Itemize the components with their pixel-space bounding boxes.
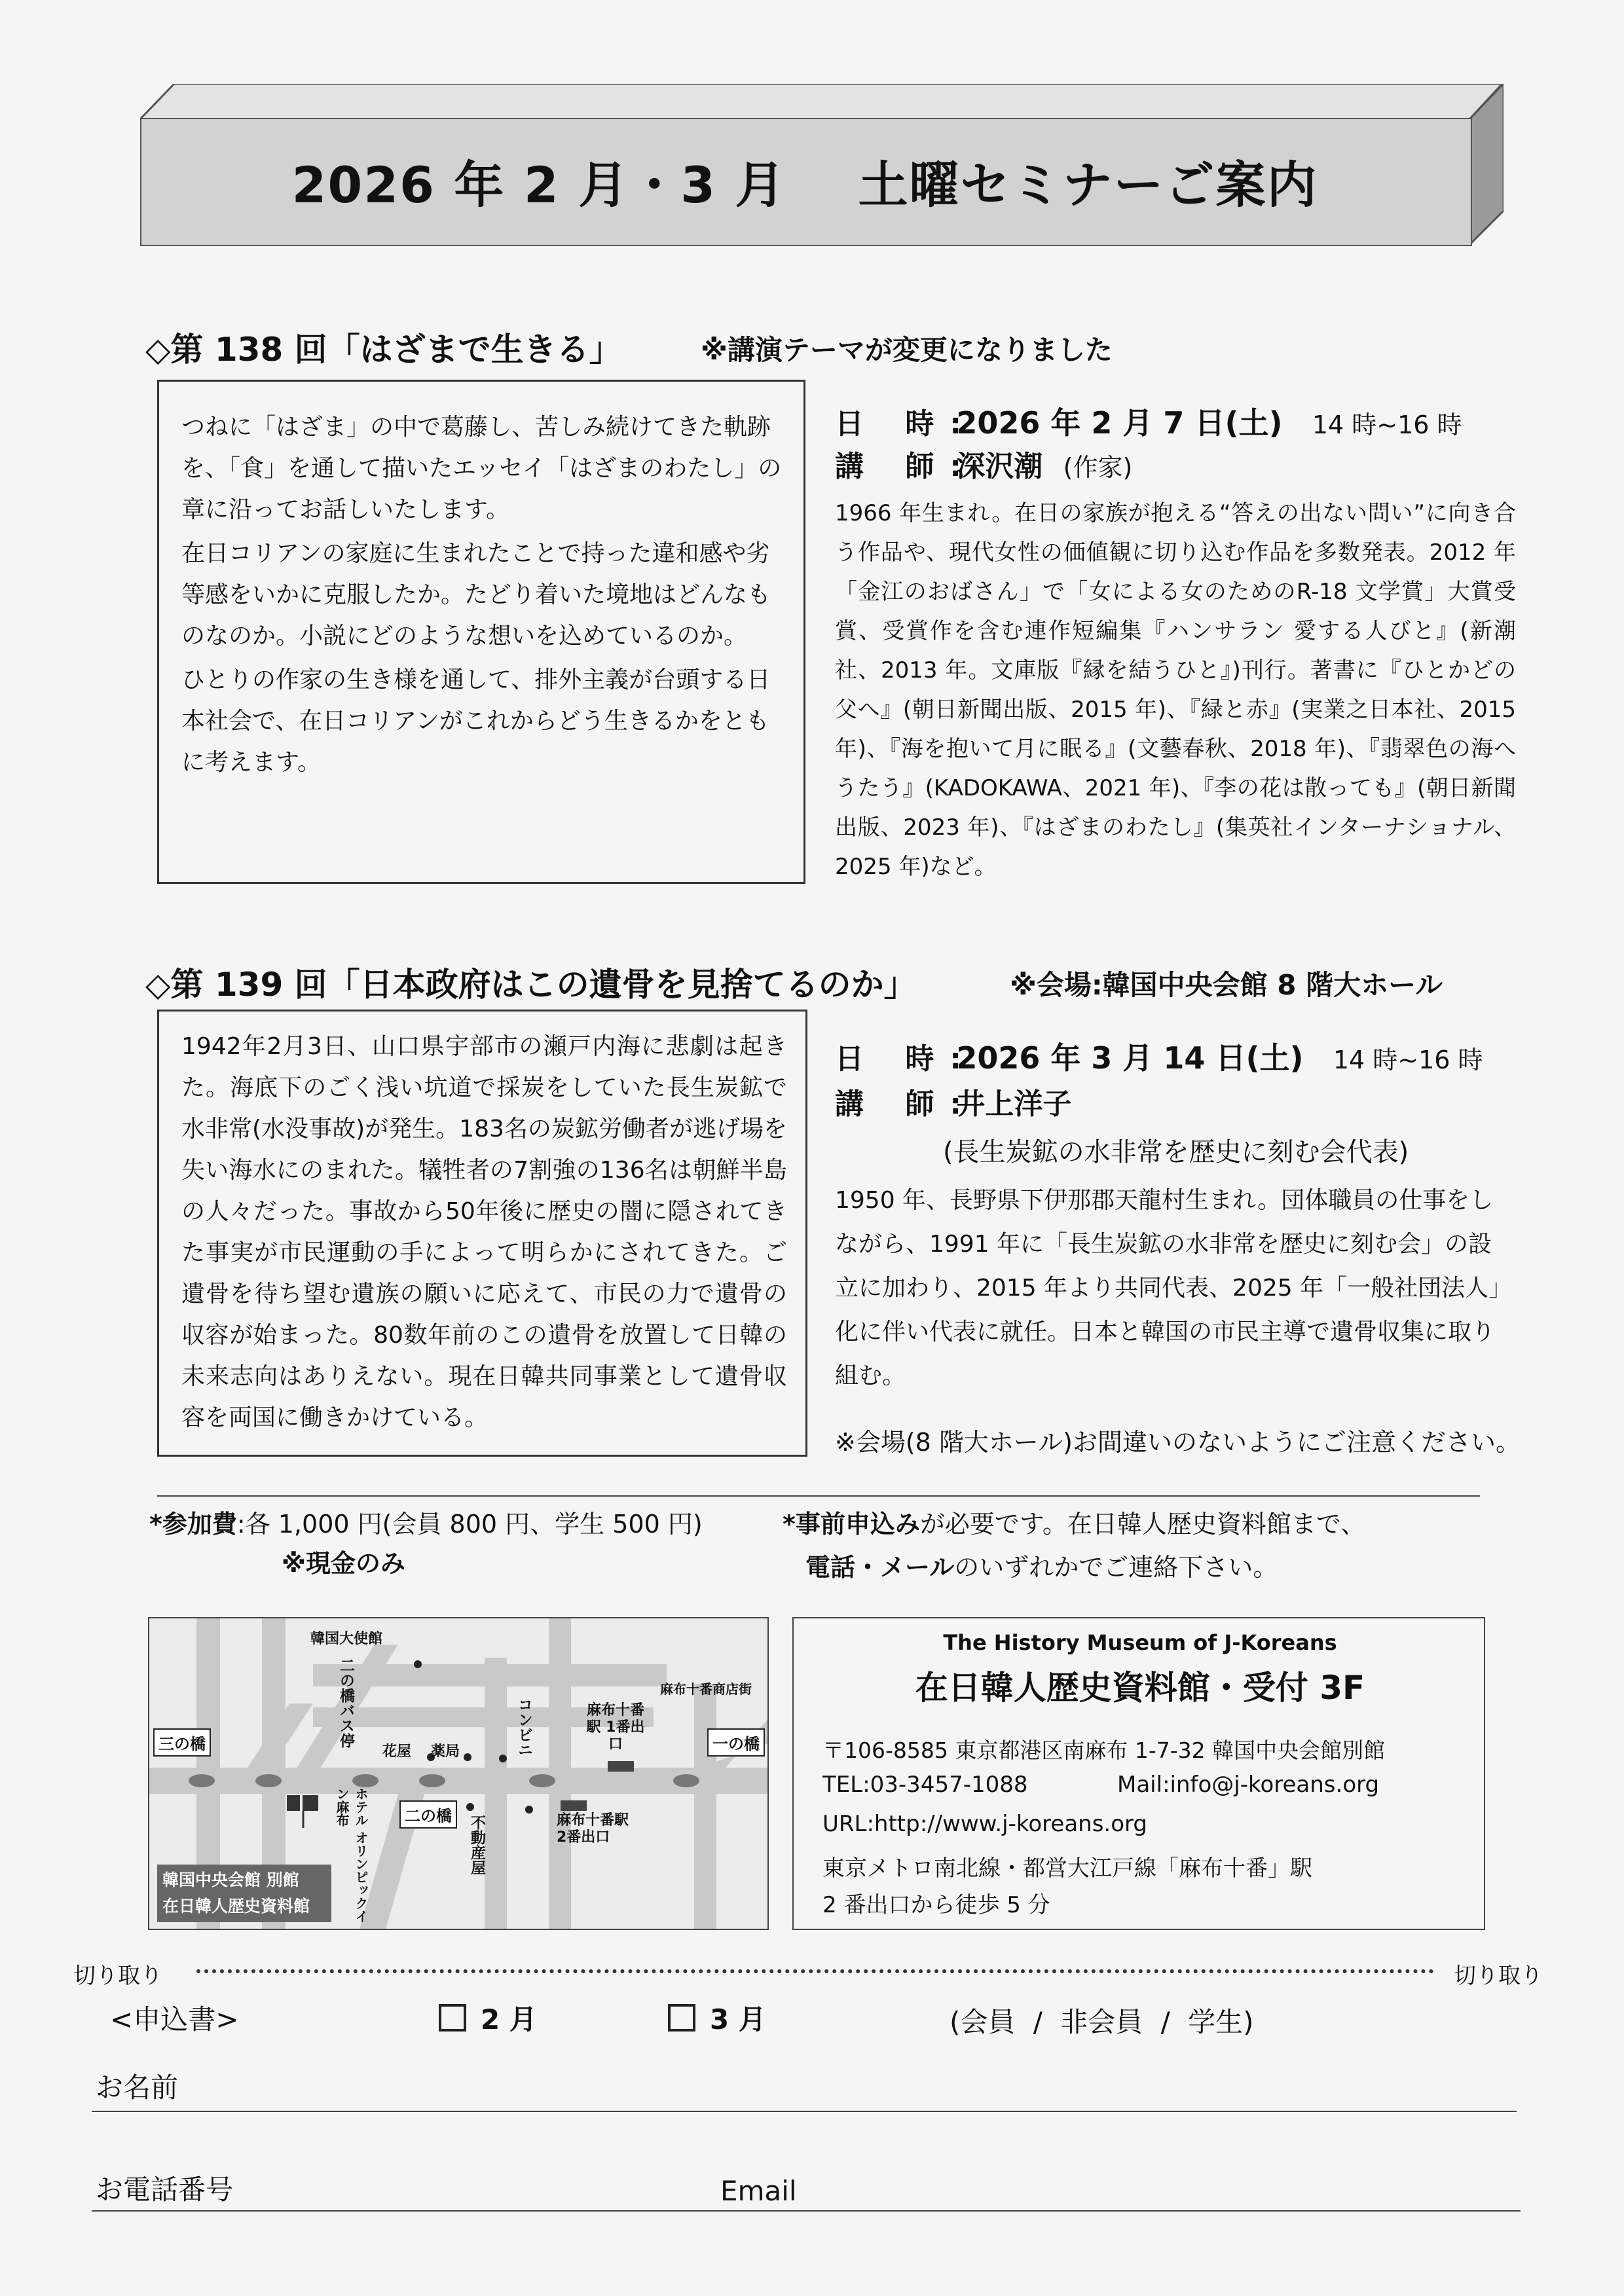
- map-ninohashi: 二の橋: [399, 1800, 457, 1829]
- map-building-name: 韓国中央会館 別館: [162, 1870, 299, 1889]
- seminar2-note: ※会場:韓国中央会館 8 階大ホール: [1010, 969, 1443, 1001]
- map-flower-shop: 花屋: [382, 1743, 412, 1760]
- seminar2-heading: ◇第 139 回「日本政府はこの遺骨を見捨てるのか」: [145, 966, 917, 1004]
- seminar1-desc-paragraph: つねに「はざま」の中で葛藤し、苦しみ続けてきた軌跡を、「食」を通して描いたエッセイ「はざまのわたし」の章に沿ってお話しいたします。: [181, 414, 782, 523]
- museum-name-jp: 在日韓人歴史資料館・受付 3F: [915, 1669, 1365, 1707]
- map-convenience: コンビニ: [515, 1697, 532, 1757]
- fee-label: *参加費: [149, 1510, 237, 1539]
- map-pharmacy: 薬局: [431, 1743, 460, 1760]
- cut-label-right: 切り取り: [1454, 1963, 1543, 1989]
- registration-label: *事前申込み: [783, 1510, 920, 1539]
- museum-url[interactable]: URL:http://www.j-koreans.org: [822, 1811, 1147, 1837]
- museum-access-line2: 2 番出口から徒歩 5 分: [822, 1892, 1050, 1918]
- museum-name-en: The History Museum of J-Koreans: [943, 1630, 1337, 1655]
- divider: [157, 1495, 1480, 1497]
- map-ichinohashi: 一の橋: [707, 1728, 765, 1757]
- phone-label: お電話番号: [96, 2174, 234, 2206]
- phone-email-field[interactable]: [92, 2210, 1521, 2212]
- seminar2-date: 2026 年 3 月 14 日(土): [956, 1040, 1304, 1076]
- lecturer-label: 講 師:: [835, 1087, 977, 1121]
- seminar1-date: 2026 年 2 月 7 日(土): [956, 405, 1283, 441]
- museum-tel[interactable]: TEL:03-3457-1088: [822, 1772, 1028, 1798]
- seminar1-desc-paragraph: ひとりの作家の生き様を通して、排外主義が台頭する日本社会で、在日コリアンがこれからどう生きるかをともに考えます。: [181, 666, 771, 776]
- lecturer-label: 講 師:: [835, 450, 977, 483]
- name-label: お名前: [96, 2071, 179, 2104]
- month-mar-label: 3 月: [710, 2003, 766, 2035]
- seminar1-lecturer: 深沢潮: [956, 450, 1043, 483]
- contact-row: [805, 1549, 1278, 1586]
- access-map: [148, 1617, 769, 1930]
- seminar2-time: 14 時~16 時: [1333, 1046, 1483, 1074]
- date-label: 日 時:: [835, 1042, 977, 1076]
- fee-value: :各 1,000 円(会員 800 円、学生 500 円): [236, 1510, 703, 1539]
- email-label: Email: [720, 2175, 797, 2207]
- month-feb-label: 2 月: [481, 2003, 537, 2035]
- map-exit2: 麻布十番駅 2番出口: [557, 1812, 629, 1846]
- month-option-feb[interactable]: [439, 1998, 537, 2037]
- banner-side-face: [1469, 84, 1504, 245]
- map-real-estate: 不動産屋: [468, 1815, 485, 1875]
- registration-row: [783, 1506, 1365, 1542]
- cut-label-left: 切り取り: [73, 1963, 162, 1989]
- page-title: [140, 118, 1469, 244]
- seminar1-time: 14 時~16 時: [1312, 410, 1462, 439]
- map-museum-name: 在日韓人歴史資料館: [162, 1897, 310, 1916]
- seminar1-date-row: [835, 399, 1462, 443]
- name-field[interactable]: [92, 2111, 1517, 2112]
- seminar2-lecturer-role: (長生炭鉱の水非常を歴史に刻む会代表): [943, 1137, 1409, 1167]
- museum-address: 〒106-8585 東京都港区南麻布 1-7-32 韓国中央会館別館: [822, 1738, 1386, 1763]
- museum-info-box: [792, 1617, 1485, 1930]
- cash-only-row: [282, 1545, 405, 1582]
- fee-row: [149, 1506, 703, 1542]
- map-hotel: ホテル オリンピックイン麻布: [334, 1787, 369, 1923]
- map-embassy: 韓国大使館: [310, 1631, 383, 1647]
- seminar1-note: ※講演テーマが変更になりました: [701, 334, 1113, 366]
- museum-mail[interactable]: Mail:info@j-koreans.org: [1117, 1772, 1380, 1798]
- seminar1-desc-paragraph: 在日コリアンの家庭に生まれたことで持った違和感や劣等感をいかに克服したか。たどり着いた境地はどんなものなのか。小説にどのような想いを込めているのか。: [181, 540, 771, 649]
- banner-top-face: [140, 84, 1502, 119]
- map-building-label: [157, 1865, 331, 1922]
- exit-marker: [561, 1800, 587, 1811]
- membership-options[interactable]: (会員 / 非会員 / 学生): [950, 2006, 1254, 2038]
- map-bus-stop: 二の橋バス停: [337, 1658, 354, 1748]
- seminar1-lecturer-row: [835, 443, 1132, 484]
- seminar1-bio: 1966 年生まれ。在日の家族が抱える“答えの出ない問い”に向き合う作品や、現代女性の価値観に切り込む作品を多数発表。2012 年「金江のおばさん」で「女による女のためのR-18 文学賞」大賞受賞、受賞作を含む連作短編集『ハンサラン 愛する人びと』(新潮社、2013 年。文庫版『縁を結うひと』)刊行。著書に『ひとかどの父へ』(朝日新聞出版、2015 年)、『緑と赤』(実業之日本社、2015 年)、『海を抱いて月に眠る』(文藝春秋、2018 年)、『翡翠色の海へうたう』(KADOKAWA、2021 年)、『李の花は散っても』(朝日新聞出版、2023 年)、『はざまのわたし』(集英社インターナショナル、2025 年)など。: [835, 500, 1516, 880]
- map-exit1: 麻布十番駅 1番出口: [586, 1702, 645, 1753]
- seminar1-lecturer-role: (作家): [1063, 453, 1133, 482]
- title-date: 2026 年 2 月・3 月: [291, 155, 786, 214]
- seminar2-desc-text: 1942年2月3日、山口県宇部市の瀬戸内海に悲劇は起きた。海底下のごく浅い坑道で採炭をしていた長生炭鉱で水非常(水没事故)が発生。183名の炭鉱労働者が逃げ場を失い海水にのまれた。犠牲者の7割強の136名は朝鮮半島の人々だった。事故から50年後に歴史の闇に隠されてきた事実が市民運動の手によって明らかにされてきた。ご遺骨を待ち望む遺族の願いに応えて、市民の力で遺骨の収容が始まった。80数年前のこの遺骨を放置して日韓の未来志向はありえない。現在日韓共同事業として遺骨収容を両国に働きかけている。: [181, 1033, 787, 1431]
- title-text: 土曜セミナーご案内: [858, 155, 1318, 214]
- building-marker: [287, 1795, 300, 1811]
- cash-only: ※現金のみ: [282, 1549, 405, 1578]
- seminar2-lecturer: 井上洋子: [956, 1087, 1072, 1121]
- road: [694, 1684, 716, 1930]
- seminar2-description: [157, 1010, 807, 1457]
- seminar1-description: [157, 380, 805, 884]
- contact-text: のいずれかでご連絡下さい。: [954, 1553, 1278, 1582]
- museum-access-line1: 東京メトロ南北線・都営大江戸線「麻布十番」駅: [822, 1855, 1312, 1882]
- contact-methods: 電話・メール: [805, 1553, 955, 1582]
- seminar2-bio: 1950 年、長野県下伊那郡天龍村生まれ。団体職員の仕事をしながら、1991 年に「長生炭鉱の水非常を歴史に刻む会」の設立に加わり、2015 年より共同代表、2025 年「一般社団法人」化に伴い代表に就任。日本と韓国の市民主導で遺骨収集に取り組む。: [835, 1187, 1501, 1389]
- date-label: 日 時:: [835, 407, 977, 441]
- form-title: <申込書>: [110, 2003, 239, 2035]
- exit-marker: [608, 1761, 634, 1772]
- checkbox-feb[interactable]: [439, 2004, 466, 2032]
- cut-line: [196, 1969, 1434, 1973]
- venue-note: ※会場(8 階大ホール)お間違いのないようにご注意ください。: [835, 1428, 1521, 1457]
- registration-text: が必要です。在日韓人歴史資料館まで、: [919, 1510, 1366, 1539]
- map-sannohashi: 三の橋: [153, 1728, 211, 1757]
- seminar1-heading: ◇第 138 回「はざまで生きる」: [145, 331, 622, 369]
- map-shopping-street: 麻布十番商店街: [660, 1681, 752, 1697]
- building-marker: [303, 1795, 318, 1811]
- seminar2-date-row: [835, 1034, 1483, 1078]
- checkbox-mar[interactable]: [668, 2004, 695, 2032]
- month-option-mar[interactable]: [668, 1998, 766, 2037]
- seminar2-lecturer-row: [835, 1080, 1071, 1122]
